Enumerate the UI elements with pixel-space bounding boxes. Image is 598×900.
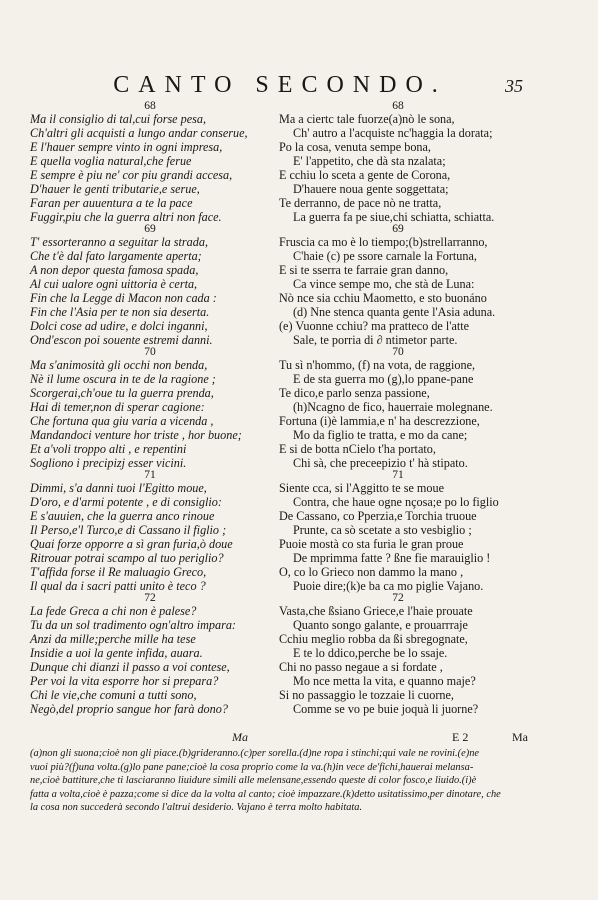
verse-line: Dimmi, s'a danni tuoi l'Egitto moue, bbox=[30, 481, 207, 495]
verse-line: D'hauer le genti tributarie,e serue, bbox=[30, 182, 200, 196]
stanza-number: 71 bbox=[392, 469, 404, 481]
verse-line: Nò nce sia cchiu Maometto, e sto buonáno bbox=[279, 291, 487, 305]
page-number: 35 bbox=[505, 76, 523, 96]
stanza bbox=[30, 593, 270, 716]
catchword-right: Ma bbox=[512, 730, 528, 744]
stanza bbox=[279, 470, 517, 593]
verse-line: (h)Ncagno de fico, hauerraie molegnane. bbox=[293, 400, 493, 414]
verse-line: Ritrouar potrai scampo al tuo periglio? bbox=[30, 551, 224, 565]
verse-line: Prunte, ca sò scetate a sto vesbiglio ; bbox=[293, 523, 472, 537]
verse-line: Dolci cose ad udire, e dolci inganni, bbox=[30, 319, 208, 333]
verse-line: Comme se vo pe buie joquà li juorne? bbox=[293, 702, 479, 716]
verse-line: Fortuna (i)è lammia,e n' ha descrezzione, bbox=[279, 414, 480, 428]
stanza-number: 69 bbox=[392, 223, 404, 235]
verse-line: La fede Greca a chi non è palese? bbox=[30, 604, 197, 618]
verse-line: Tu sì n'hommo, (f) na vota, de raggione, bbox=[279, 358, 476, 372]
verse-line: D'hauere noua gente soggettata; bbox=[293, 182, 449, 196]
stanza bbox=[279, 593, 517, 716]
verse-line: Quai forze opporre a sì gran furia,ò doue bbox=[30, 537, 233, 551]
verse-line: Contra, che haue ogne nçosa;e po lo figlio bbox=[293, 495, 499, 509]
verse-line: E si de botta nCielo t'ha portato, bbox=[279, 442, 436, 456]
neapolitan-column bbox=[279, 101, 517, 716]
verse-line: Faran per auuentura a te la pace bbox=[30, 196, 193, 210]
running-title: CANTO SECONDO. bbox=[113, 72, 447, 98]
verse-line: Negò,del proprio sangue hor farà dono? bbox=[30, 702, 228, 716]
stanza bbox=[30, 224, 270, 347]
verse-line: E l'hauer sempre vinto in ogni impresa, bbox=[30, 140, 223, 154]
verse-line: Nè il lume oscura in te de la ragione ; bbox=[30, 372, 216, 386]
verse-line: E cchiu lo sceta a gente de Corona, bbox=[279, 168, 451, 182]
stanza-number: 69 bbox=[144, 223, 156, 235]
verse-line: E te lo ddico,perche be lo ssaje. bbox=[293, 646, 448, 660]
verse-line: O, co lo Grieco non dammo la mano , bbox=[279, 565, 464, 579]
stanza bbox=[279, 224, 517, 347]
verse-line: Ca vince sempe mo, che stà de Luna: bbox=[293, 277, 475, 291]
verse-line: E s'auuien, che la guerra anco rinoue bbox=[30, 509, 215, 523]
verse-line: (d) Nne stenca quanta gente l'Asia aduna. bbox=[293, 305, 496, 319]
footnote-line: (a)non gli suona;cioè non gli piace.(b)griderannо.(c)per sorella.(d)ne ropa i stinchi;qui vale ne rovini.(e)ne bbox=[30, 748, 479, 759]
stanza-number: 68 bbox=[144, 100, 156, 112]
verse-line: La guerra fa pe siue,chi schiatta, schiatta. bbox=[293, 210, 495, 224]
stanza-number: 71 bbox=[144, 469, 156, 481]
verse-line: Siente cca, si l'Aggitto te se moue bbox=[279, 481, 444, 495]
verse-line: Insidie a uoi la gente infida, auara. bbox=[30, 646, 203, 660]
verse-line: E quella voglia natural,che ferue bbox=[30, 154, 192, 168]
verse-line: Ond'escon poi souente estremi danni. bbox=[30, 333, 213, 347]
stanza bbox=[30, 470, 270, 593]
stanza bbox=[279, 101, 517, 224]
verse-line: E' l'appetito, che dà sta nzalata; bbox=[293, 154, 446, 168]
verse-line: Cchiu meglio robba da ßi sbregognate, bbox=[279, 632, 468, 646]
stanza bbox=[30, 101, 270, 224]
verse-line: Fruscia ca mo è lo tiempo;(b)strellarranno, bbox=[279, 235, 488, 249]
italian-column bbox=[30, 101, 270, 716]
stanza bbox=[279, 347, 517, 470]
stanza-number: 70 bbox=[392, 346, 404, 358]
verse-line: Puoie dire;(k)e ba ca mo piglie Vajano. bbox=[293, 579, 484, 593]
verse-line: E sempre è piu ne' cor piu grandi accesa, bbox=[30, 168, 233, 182]
verse-line: Hai di temer,non di sperar cagione: bbox=[30, 400, 205, 414]
footnotes bbox=[30, 747, 520, 815]
footnote-line: ne,cioè battiture,che ti lasciaranno liuidure simili alle melensane,essendo queste di color fosco,e liuido.(i)è bbox=[30, 775, 477, 787]
verse-line: Tu da un sol tradimento ogn'altro impara: bbox=[30, 618, 236, 632]
verse-line: Anzi da mille;perche mille ha tese bbox=[30, 632, 196, 646]
verse-line: Vasta,che ßsiano Griece,e l'haie prouate bbox=[279, 604, 473, 618]
verse-line: Fuggir,piu che la guerra altri non face. bbox=[30, 210, 222, 224]
verse-line: Chi sà, che preceepizio t' hà stipato. bbox=[293, 456, 468, 470]
footnote-line: fatta a volta,cioè è pazza;come si dice da la volta al canto; cioè impazzare.(k)detto usitatissimo,per dinotare, che bbox=[30, 788, 501, 800]
verse-line: Po la cosa, venuta sempe bona, bbox=[279, 140, 431, 154]
verse-line: Fin che la Legge di Macon non cada : bbox=[30, 291, 217, 305]
verse-line: (e) Vuonne cchiu? ma pratteco de l'atte bbox=[279, 319, 470, 333]
verse-line: Mo da figlio te tratta, e mo da cane; bbox=[293, 428, 468, 442]
footnote-line: la cosa non succederà secondo l'altrui desiderio. Vajano è terra molto habitata. bbox=[30, 802, 363, 814]
verse-line: Sale, te porria di ∂ ntimetor parte. bbox=[293, 333, 458, 347]
verse-line: C'haie (c) pe ssore carnale la Fortuna, bbox=[293, 249, 477, 263]
verse-line: Sogliono i precipizj esser vicini. bbox=[30, 456, 187, 470]
verse-line: Ma il consiglio di tal,cui forse pesa, bbox=[30, 112, 207, 126]
verse-line: Te derranno, de pace nò ne tratta, bbox=[279, 196, 442, 210]
verse-line: T' essorteranno a seguitar la strada, bbox=[30, 235, 208, 249]
verse-line: De mprimma fatte ? ßne fie marauiglio ! bbox=[293, 551, 491, 565]
verse-line: Mo nce metta la vita, e quanno maje? bbox=[293, 674, 476, 688]
verse-line: Il Perso,e'l Turco,e di Cassano il figlio ; bbox=[30, 523, 227, 537]
stanza-number: 72 bbox=[392, 592, 404, 604]
verse-line: T'affida forse il Re maluagio Greco, bbox=[30, 565, 207, 579]
verse-line: Chi le vie,che comuni a tutti sono, bbox=[30, 688, 197, 702]
signature-mark: E 2 bbox=[452, 730, 469, 744]
verse-line: Chi no passo negaue a si fordate , bbox=[279, 660, 443, 674]
verse-line: Scorgerai,ch'oue tu la guerra prenda, bbox=[30, 386, 214, 400]
stanza-number: 70 bbox=[144, 346, 156, 358]
verse-line: Che t'è dal fato largamente aperta; bbox=[30, 249, 202, 263]
footnote-line: vuoi più?(f)una volta.(g)lo pane pane;cioè la cosa proprio come la va.(h)in vece de'fichi,hauerai melansa- bbox=[30, 761, 474, 773]
stanza-number: 72 bbox=[144, 592, 156, 604]
verse-line: Il qual da i sacri patti unito è teco ? bbox=[30, 579, 206, 593]
catchword-left: Ma bbox=[232, 730, 248, 744]
verse-line: Per voi la vita esporre hor si prepara? bbox=[30, 674, 219, 688]
verse-line: Ch' autro a l'acquiste nc'haggia la dorata; bbox=[293, 126, 493, 140]
verse-line: E de sta guerra mo (g),lo ppane-pane bbox=[293, 372, 474, 386]
verse-line: Dunque chi dianzi il passo a voi contese, bbox=[30, 660, 230, 674]
verse-line: Ma s'animosità gli occhi non benda, bbox=[30, 358, 208, 372]
verse-line: Ch'altri gli acquisti a lungo andar conserue, bbox=[30, 126, 248, 140]
verse-line: Puoie mostà co sta furia le gran proue bbox=[279, 537, 464, 551]
verse-line: Mandandoci venture hor triste , hor buone; bbox=[30, 428, 242, 442]
verse-line: De Cassano, co Pperzia,e Torchia truoue bbox=[279, 509, 477, 523]
verse-line: E si te sserra te farraie gran danno, bbox=[279, 263, 449, 277]
verse-line: A non depor questa famosa spada, bbox=[30, 263, 199, 277]
verse-line: Quanto songo galante, e prouarrrajе bbox=[293, 618, 468, 632]
stanza-number: 68 bbox=[392, 100, 404, 112]
stanza bbox=[30, 347, 270, 470]
verse-line: Fin che l'Asia per te non sia deserta. bbox=[30, 305, 210, 319]
verse-line: Ma a ciertc tale fuorze(a)nò le sona, bbox=[279, 112, 455, 126]
verse-line: Et a'voli troppo alti , e repentini bbox=[30, 442, 187, 456]
verse-line: Si no passaggio le tozzaie li cuorne, bbox=[279, 688, 454, 702]
verse-line: D'oro, e d'armi potente , e di consiglio: bbox=[30, 495, 222, 509]
verse-line: Te dico,e parlo senza passione, bbox=[279, 386, 430, 400]
verse-line: Che fortuna qua giu varia a vicenda , bbox=[30, 414, 214, 428]
verse-line: Al cui ualore ogni uittoria è certa, bbox=[30, 277, 198, 291]
